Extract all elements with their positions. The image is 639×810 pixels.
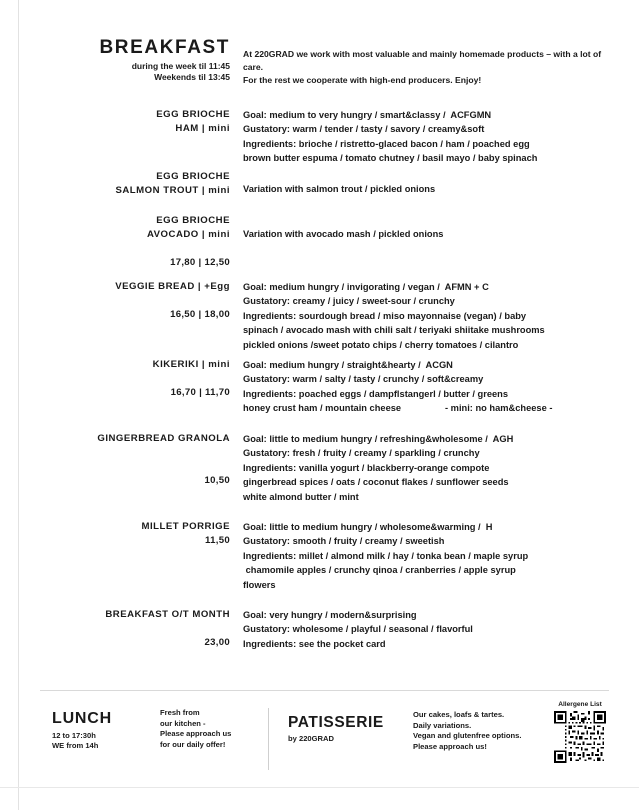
desc-line: chamomile apples / crunchy qinoa / cranberries / apple syrup <box>243 565 516 576</box>
qr-code-icon[interactable] <box>554 711 606 763</box>
desc-line: Ingredients: vanilla yogurt / blackberry-orange compote <box>243 462 490 473</box>
menu-item-description <box>243 608 615 651</box>
menu-item-name <box>40 170 230 198</box>
desc-line: Gustatory: warm / salty / tasty / crunchy / soft&creamy <box>243 374 484 385</box>
desc-line: Goal: very hungry / modern&surprising <box>243 610 417 620</box>
page-title: BREAKFAST <box>99 37 230 58</box>
lunch-block <box>52 710 157 751</box>
desc-line: gingerbread spices / oats / coconut flakes / sunflower seeds <box>243 477 509 488</box>
lunch-note-line: our kitchen - <box>160 718 206 728</box>
menu-item-name-line: EGG BRIOCHE <box>156 109 230 120</box>
desc-line: white almond butter / mint <box>243 491 359 502</box>
desc-line: Ingredients: poached eggs / dampflstangerl / butter / greens <box>243 388 509 399</box>
intro-line-2: For the rest we cooperate with high-end producers. Enjoy! <box>243 75 482 85</box>
menu-item <box>0 280 639 358</box>
desc-line: Variation with salmon trout / pickled onions <box>243 184 436 194</box>
footer-divider-vertical-1 <box>268 708 269 770</box>
patisserie-subtitle: by 220GRAD <box>288 734 335 743</box>
menu-item-name-line: VEGGIE BREAD | +Egg <box>115 281 230 292</box>
patisserie-note-line: Vegan and glutenfree options. <box>413 731 522 740</box>
patisserie-note <box>413 710 538 752</box>
menu-item-price: 17,80 | 12,50 <box>170 257 230 268</box>
menu-item-description <box>243 170 615 196</box>
menu-items <box>0 108 639 668</box>
desc-line: flowers <box>243 579 276 590</box>
menu-item-name <box>40 214 230 270</box>
menu-item-name <box>40 608 230 650</box>
menu-item-price: 16,70 | 11,70 <box>170 387 230 398</box>
desc-line: pickled onions /sweet potato chips / cherry tomatoes / cilantro <box>243 339 519 350</box>
menu-item <box>0 170 639 214</box>
intro-text <box>243 48 603 87</box>
menu-item-description <box>243 358 615 416</box>
desc-line: Variation with avocado mash / pickled onions <box>243 229 444 239</box>
desc-line: Goal: little to medium hungry / wholesome&warming / H <box>243 522 493 532</box>
desc-line: Ingredients: sourdough bread / miso mayonnaise (vegan) / baby <box>243 310 527 321</box>
menu-item-name-line: BREAKFAST O/T MONTH <box>105 609 230 620</box>
menu-item-description <box>243 432 615 504</box>
desc-line: Gustatory: warm / tender / tasty / savory / creamy&soft <box>243 124 485 135</box>
menu-item <box>0 520 639 608</box>
menu-item <box>0 358 639 432</box>
allergen-block <box>549 700 611 763</box>
menu-item-name-line: AVOCADO | mini <box>146 229 230 240</box>
lunch-note-line: Please approach us <box>160 729 232 738</box>
menu-item <box>0 214 639 280</box>
menu-item-description <box>243 214 615 241</box>
breakfast-heading-block <box>40 38 230 83</box>
menu-item-name-line: HAM | mini <box>175 123 230 134</box>
menu-item-description <box>243 108 615 166</box>
patisserie-block <box>288 714 408 744</box>
menu-item-name <box>40 358 230 400</box>
patisserie-note-line: Please approach us! <box>413 741 487 751</box>
desc-line: Ingredients: see the pocket card <box>243 638 386 649</box>
menu-item-name-line: GINGERBREAD GRANOLA <box>97 433 230 444</box>
desc-line: Goal: medium hungry / straight&hearty / ACGN <box>243 360 453 370</box>
desc-line: Goal: little to medium hungry / refreshing&wholesome / AGH <box>243 434 514 444</box>
menu-item-name-line: MILLET PORRIGE <box>141 521 230 532</box>
allergen-label: Allergene List <box>558 701 602 708</box>
lunch-hours-1: 12 to 17:30h <box>52 731 96 740</box>
desc-line: Goal: medium to very hungry / smart&classy / ACFGMN <box>243 110 492 120</box>
menu-item-description <box>243 280 615 352</box>
patisserie-note-line: Our cakes, loafs & tartes. <box>413 710 505 719</box>
desc-line: brown butter espuma / tomato chutney / basil mayo / baby spinach <box>243 153 538 164</box>
menu-item-price: 23,00 <box>204 637 230 648</box>
menu-item-name <box>40 520 230 548</box>
lunch-hours-2: WE from 14h <box>52 741 99 750</box>
footer-divider-horizontal <box>40 690 609 691</box>
menu-item <box>0 608 639 668</box>
patisserie-title: PATISSERIE <box>288 714 384 731</box>
desc-line: honey crust ham / mountain cheese - mini: no ham&cheese - <box>243 403 553 414</box>
menu-item <box>0 108 639 170</box>
menu-item-price: 11,50 <box>205 535 230 546</box>
desc-line: Gustatory: wholesome / playful / seasonal / flavorful <box>243 624 473 635</box>
desc-line: Gustatory: fresh / fruity / creamy / sparkling / crunchy <box>243 448 480 459</box>
menu-item-description <box>243 520 615 592</box>
desc-line: Gustatory: creamy / juicy / sweet-sour / crunchy <box>243 296 455 307</box>
patisserie-note-line: Daily variations. <box>413 720 472 730</box>
menu-item-name <box>40 108 230 136</box>
page-edge-bottom <box>0 787 639 788</box>
desc-line: Goal: medium hungry / invigorating / vegan / AFMN + C <box>243 282 489 292</box>
desc-line: spinach / avocado mash with chili salt / teriyaki shiitake mushrooms <box>243 325 545 336</box>
lunch-note <box>160 708 246 750</box>
lunch-title: LUNCH <box>52 710 112 727</box>
menu-item <box>0 432 639 520</box>
desc-line: Ingredients: brioche / ristretto-glaced bacon / ham / poached egg <box>243 138 530 149</box>
breakfast-hours-weekend: Weekends til 13:45 <box>154 72 230 82</box>
menu-item-name <box>40 432 230 488</box>
menu-item-name-line: KIKERIKI | mini <box>152 359 230 370</box>
lunch-note-line: for our daily offer! <box>160 739 226 749</box>
menu-item-name-line: SALMON TROUT | mini <box>115 185 230 196</box>
lunch-note-line: Fresh from <box>160 708 200 717</box>
desc-line: Ingredients: millet / almond milk / hay / tonka bean / maple syrup <box>243 550 529 561</box>
page-footer <box>0 702 639 780</box>
intro-line-1: At 220GRAD we work with most valuable and mainly homemade products – with a lot of care. <box>243 49 602 72</box>
menu-item-name-line: EGG BRIOCHE <box>156 215 230 226</box>
menu-item-price: 16,50 | 18,00 <box>170 309 230 320</box>
menu-item-name <box>40 280 230 322</box>
menu-item-name-line: EGG BRIOCHE <box>156 171 230 182</box>
breakfast-hours-weekday: during the week til 11:45 <box>131 61 230 71</box>
desc-line: Gustatory: smooth / fruity / creamy / sweetish <box>243 536 445 547</box>
menu-item-price: 10,50 <box>204 475 230 486</box>
